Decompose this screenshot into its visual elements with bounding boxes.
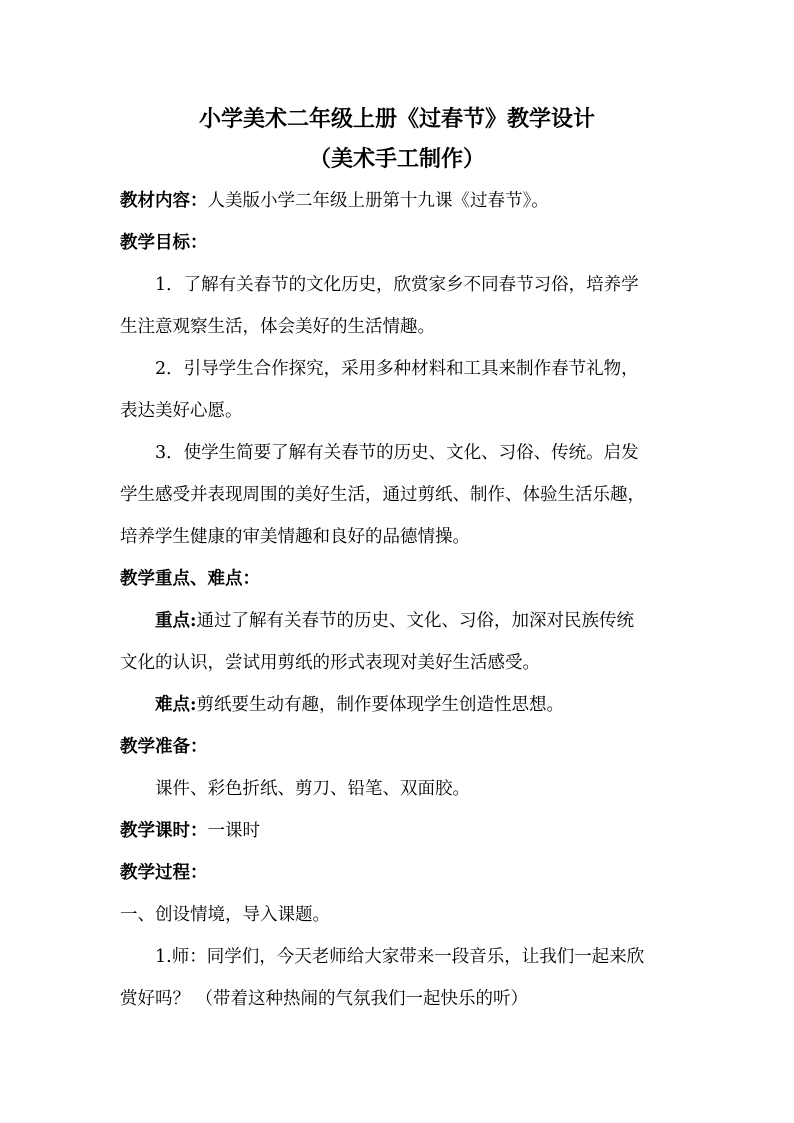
- key-point-line2: 文化的认识，尝试用剪纸的形式表现对美好生活感受。: [120, 653, 540, 673]
- document-subtitle: （美术手工制作）: [308, 146, 485, 172]
- section1-heading: 一、创设情境，导入课题。: [120, 905, 330, 925]
- key-point-label: 重点:: [155, 611, 197, 631]
- material-line: [120, 188, 549, 214]
- difficulty-label: 难点:: [155, 695, 197, 715]
- difficulty-text: 剪纸要生动有趣，制作要体现学生创造性思想。: [196, 695, 564, 715]
- goal1-line2: 生注意观察生活，体会美好的生活情趣。: [120, 317, 435, 337]
- goal3-line3: 培养学生健康的审美情趣和良好的品德情操。: [120, 527, 470, 547]
- goal3-line1: 3．使学生简要了解有关春节的历史、文化、习俗、传统。启发: [155, 443, 639, 463]
- material-label: 教材内容：: [120, 191, 208, 211]
- material-value: 人美版小学二年级上册第十九课《过春节》。: [207, 191, 549, 211]
- step1-line2: 赏好吗？ （带着这种热闹的气氛我们一起快乐的听）: [120, 989, 529, 1009]
- goal2-line2: 表达美好心愿。: [120, 401, 243, 421]
- key-heading: 教学重点、难点：: [120, 569, 260, 589]
- goals-heading: 教学目标：: [120, 233, 208, 253]
- hours-label: 教学课时：: [120, 821, 208, 841]
- prep-text: 课件、彩色折纸、剪刀、铅笔、双面胶。: [155, 779, 470, 799]
- hours-value: 一课时: [207, 821, 260, 841]
- document-title: 小学美术二年级上册《过春节》教学设计: [198, 106, 595, 132]
- key-point-text: 通过了解有关春节的历史、文化、习俗，加深对民族传统: [196, 611, 634, 631]
- key-point-line1: [155, 608, 634, 634]
- step1-line1: 1.师：同学们，今天老师给大家带来一段音乐，让我们一起来欣: [155, 947, 645, 967]
- hours-line: [120, 818, 260, 844]
- goal3-line2: 学生感受并表现周围的美好生活，通过剪纸、制作、体验生活乐趣，: [120, 485, 645, 505]
- prep-heading: 教学准备：: [120, 737, 208, 757]
- goal1-line1: 1．了解有关春节的文化历史，欣赏家乡不同春节习俗，培养学: [155, 275, 639, 295]
- goal2-line1: 2．引导学生合作探究，采用多种材料和工具来制作春节礼物，: [155, 359, 639, 379]
- difficulty-line: [155, 692, 564, 718]
- process-heading: 教学过程：: [120, 863, 208, 883]
